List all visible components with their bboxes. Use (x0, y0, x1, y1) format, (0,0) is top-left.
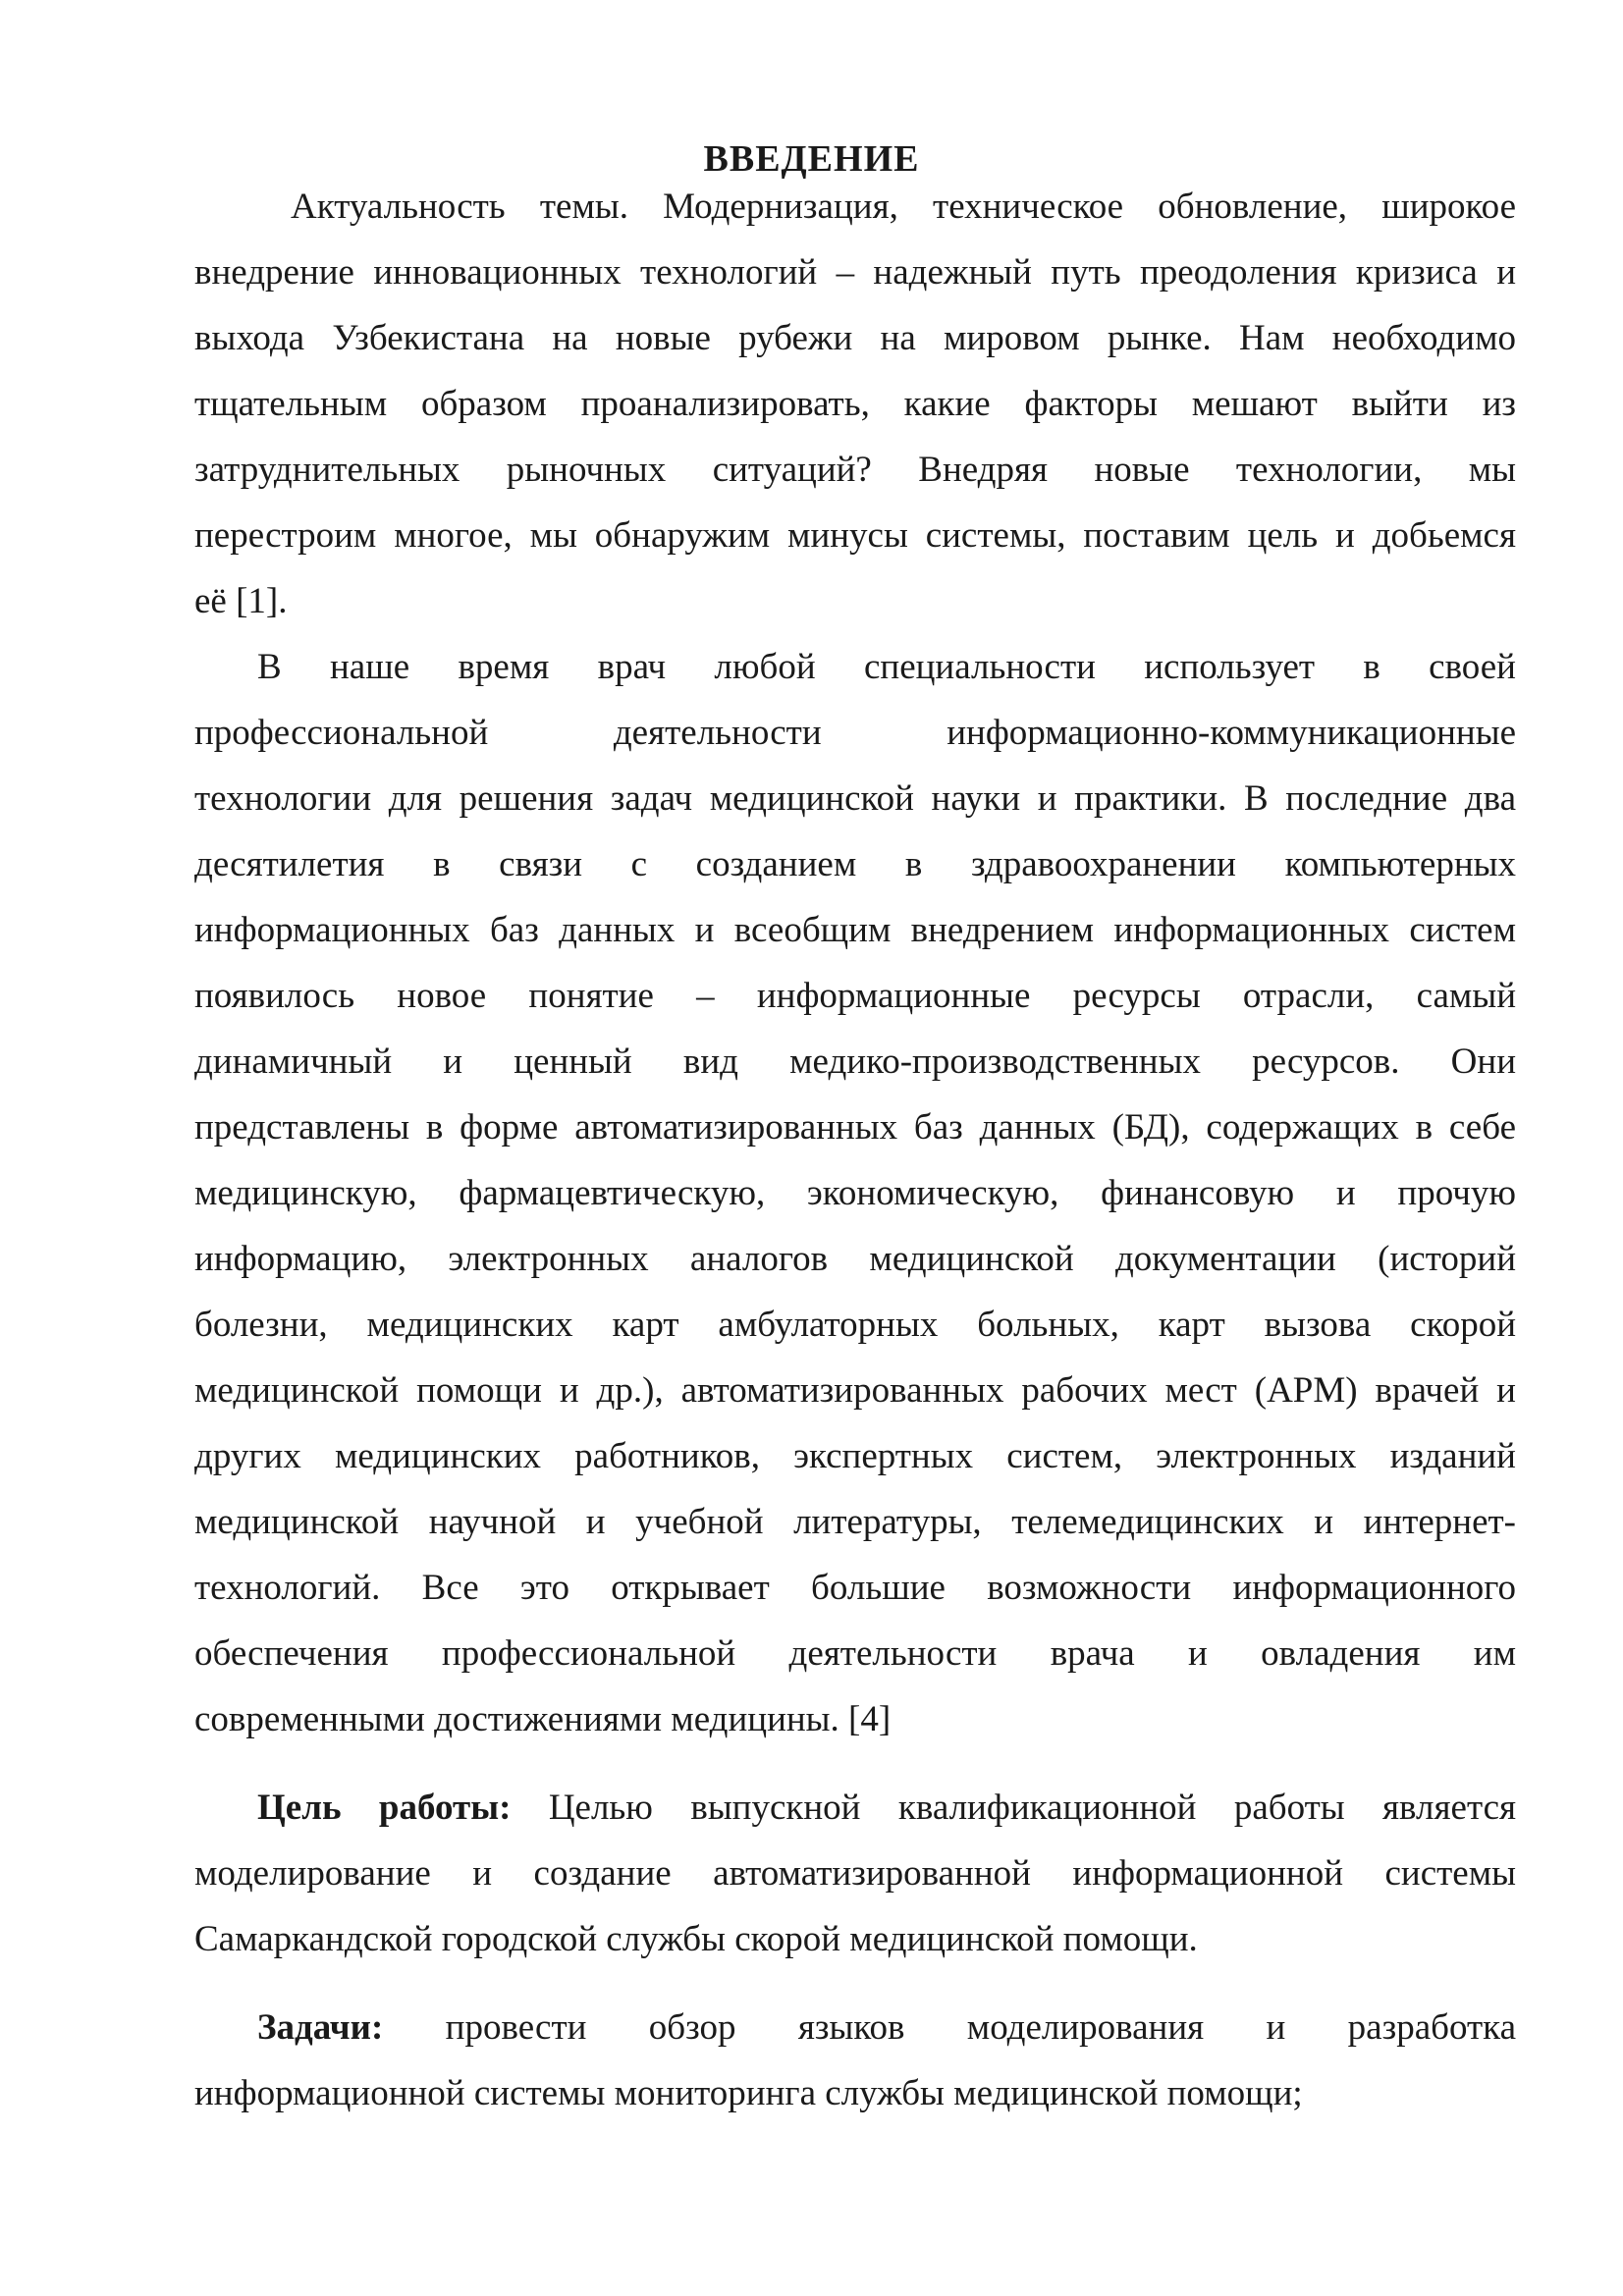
text-line: Актуальность темы. Модернизация, техническое обновление, широкое (291, 187, 1516, 227)
text-line: медицинской помощи и др.), автоматизированных рабочих мест (АРМ) врачей и (194, 1370, 1516, 1411)
text-line: информационных баз данных и всеобщим внедрением информационных систем (194, 910, 1516, 950)
text-line: динамичный и ценный вид медико-производственных ресурсов. Они (194, 1041, 1516, 1082)
text-line: выхода Узбекистана на новые рубежи на мировом рынке. Нам необходимо (194, 318, 1516, 358)
text-line: болезни, медицинских карт амбулаторных больных, карт вызова скорой (194, 1305, 1516, 1345)
text-line: В наше время врач любой специальности использует в своей (257, 647, 1516, 687)
text-line: информацию, электронных аналогов медицинской документации (историй (194, 1239, 1516, 1279)
tasks-line (257, 2005, 1516, 2051)
section-title: ВВЕДЕНИЕ (703, 138, 920, 180)
goal-label: Цель работы: (257, 1788, 512, 1828)
text-line: десятилетия в связи с созданием в здравоохранении компьютерных (194, 844, 1516, 884)
text-line: других медицинских работников, экспертных систем, электронных изданий (194, 1436, 1516, 1476)
text-line: затруднительных рыночных ситуаций? Внедряя новые технологии, мы (194, 450, 1516, 490)
text-line: медицинской научной и учебной литературы, телемедицинских и интернет- (194, 1502, 1516, 1542)
text-line: представлены в форме автоматизированных баз данных (БД), содержащих в себе (194, 1107, 1516, 1148)
text-line: информационной системы мониторинга службы медицинской помощи; (194, 2073, 1303, 2113)
tasks-label: Задачи: (257, 2007, 384, 2048)
tasks-text: провести обзор языков моделирования и разработка (445, 2007, 1516, 2048)
goal-line (257, 1786, 1516, 1831)
text-line: появилось новое понятие – информационные ресурсы отрасли, самый (194, 976, 1516, 1016)
text-line: медицинскую, фармацевтическую, экономическую, финансовую и прочую (194, 1173, 1516, 1213)
goal-text: Целью выпускной квалификационной работы является (548, 1788, 1517, 1828)
text-line: перестроим многое, мы обнаружим минусы системы, поставим цель и добьемся (194, 515, 1516, 556)
text-line: внедрение инновационных технологий – надежный путь преодоления кризиса и (194, 252, 1516, 293)
text-line: моделирование и создание автоматизированной информационной системы (194, 1853, 1516, 1894)
text-line: современными достижениями медицины. [4] (194, 1699, 892, 1739)
text-line: её [1]. (194, 581, 288, 621)
text-line: технологий. Все это открывает большие возможности информационного (194, 1568, 1516, 1608)
text-line: технологии для решения задач медицинской науки и практики. В последние два (194, 778, 1516, 819)
text-line: Самаркандской городской службы скорой медицинской помощи. (194, 1919, 1198, 1959)
text-line: тщательным образом проанализировать, какие факторы мешают выйти из (194, 384, 1516, 424)
text-line: обеспечения профессиональной деятельности врача и овладения им (194, 1633, 1516, 1674)
text-line: профессиональной деятельности информационно-коммуникационные (194, 713, 1516, 753)
